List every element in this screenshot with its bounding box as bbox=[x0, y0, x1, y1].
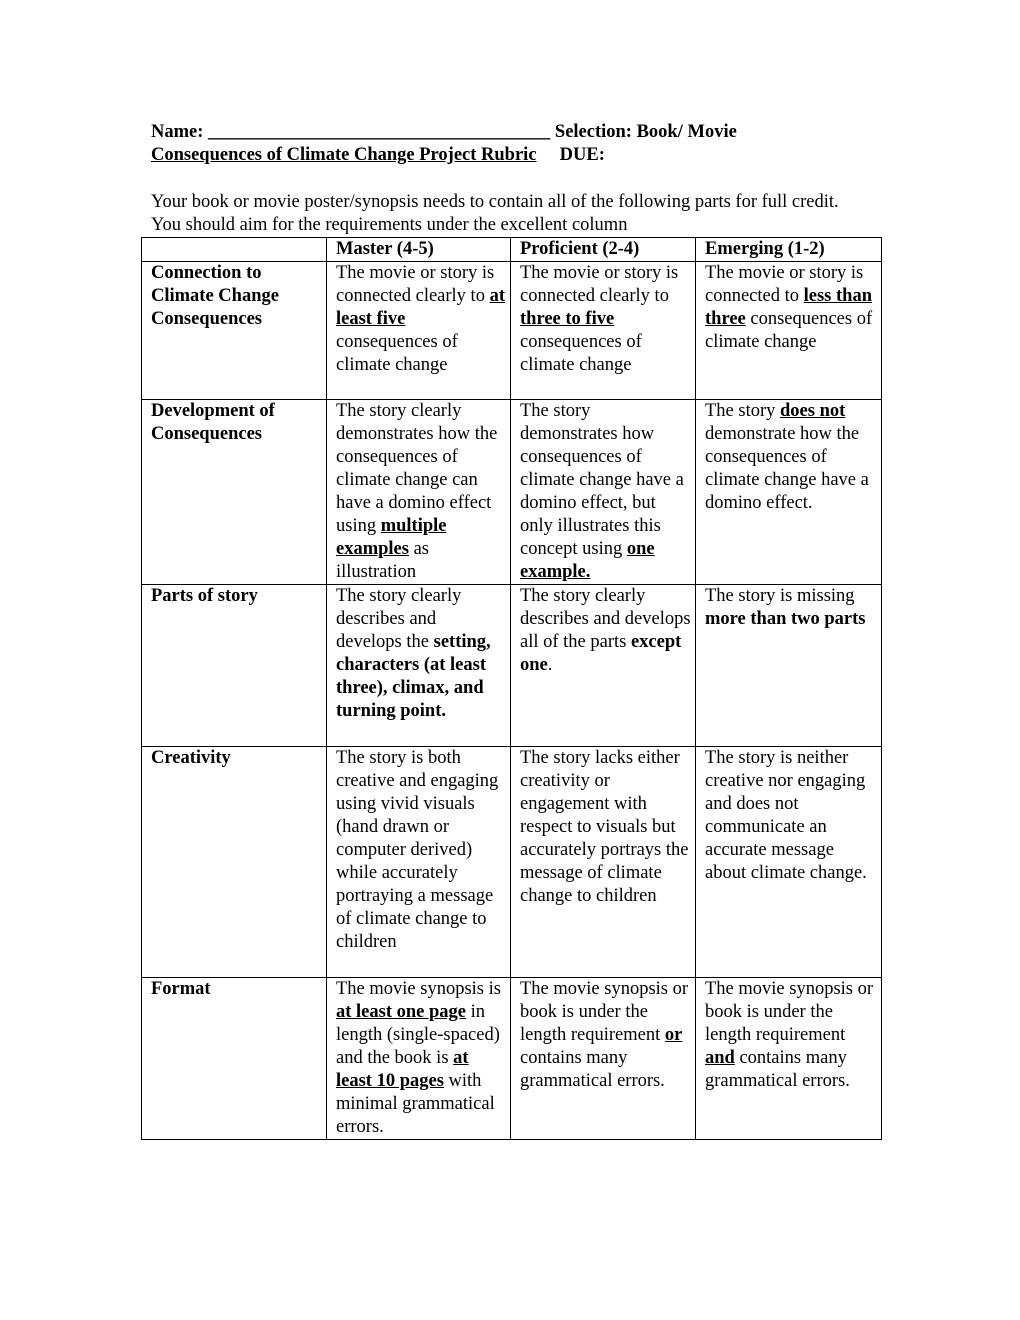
due-label: DUE: bbox=[559, 145, 605, 165]
table-row bbox=[142, 262, 882, 400]
table-row bbox=[142, 978, 882, 1140]
table-row bbox=[142, 585, 882, 747]
cell-text: The movie or story is connected clearly to bbox=[520, 263, 679, 306]
name-label: Name: bbox=[151, 122, 204, 142]
selection-label: Selection: Book/ Movie bbox=[554, 122, 737, 142]
cell-text: more than two parts bbox=[705, 609, 866, 629]
title-line bbox=[151, 144, 605, 167]
cell-text: contains many grammatical errors. bbox=[705, 1048, 850, 1091]
cell-text: The movie synopsis or book is under the length requirement bbox=[705, 979, 874, 1045]
name-line bbox=[151, 121, 737, 144]
rubric-table bbox=[141, 237, 882, 1140]
cell-text: at least 10 pages bbox=[336, 1048, 469, 1091]
cell-text: setting, characters (at least three), climax, and turning point. bbox=[336, 632, 491, 721]
column-header: Emerging (1-2) bbox=[696, 238, 882, 262]
column-header bbox=[142, 238, 327, 262]
cell-text: The movie synopsis or book is under the length requirement bbox=[520, 979, 689, 1045]
cell-text: consequences of climate change bbox=[336, 332, 458, 375]
cell-text: The story is both creative and engaging using vivid visuals (hand drawn or computer derived) while accurately portraying a message of climate change to children bbox=[336, 748, 499, 952]
name-blank: _____________________________________ bbox=[208, 122, 551, 142]
cell-text: . bbox=[547, 655, 553, 675]
cell-text: consequences of climate change bbox=[705, 309, 873, 352]
cell-text: three to five bbox=[520, 309, 615, 329]
cell-text: The story clearly describes and develops the bbox=[336, 586, 462, 652]
cell-text: in length (single-spaced) and the book is bbox=[336, 1002, 500, 1068]
rubric-cell bbox=[327, 262, 511, 400]
table-header-row bbox=[142, 238, 882, 262]
criterion-cell: Development of Consequences bbox=[142, 400, 327, 585]
rubric-cell bbox=[696, 747, 882, 978]
cell-text: The story clearly describes and develops all of the parts bbox=[520, 586, 691, 652]
table-row bbox=[142, 400, 882, 585]
rubric-cell bbox=[511, 747, 696, 978]
rubric-cell bbox=[696, 400, 882, 585]
intro-paragraph: Your book or movie poster/synopsis needs to contain all of the following parts for full credit. You should aim for the requirements under the excellent column bbox=[151, 192, 839, 235]
criterion-cell: Format bbox=[142, 978, 327, 1140]
cell-text: The movie or story is connected to bbox=[705, 263, 864, 306]
column-header: Proficient (2-4) bbox=[511, 238, 696, 262]
criterion-cell: Parts of story bbox=[142, 585, 327, 747]
criterion-cell: Creativity bbox=[142, 747, 327, 978]
cell-text: does not bbox=[780, 401, 846, 421]
cell-text: and bbox=[705, 1048, 735, 1068]
rubric-cell bbox=[696, 585, 882, 747]
cell-text: The story bbox=[705, 401, 781, 421]
rubric-cell bbox=[327, 978, 511, 1140]
cell-text: at least one page bbox=[336, 1002, 466, 1022]
cell-text: at least five bbox=[336, 286, 505, 329]
rubric-cell bbox=[511, 400, 696, 585]
cell-text: The movie or story is connected clearly to bbox=[336, 263, 495, 306]
cell-text: with minimal grammatical errors. bbox=[336, 1071, 495, 1137]
cell-text: The movie synopsis is bbox=[336, 979, 501, 999]
rubric-cell bbox=[511, 978, 696, 1140]
cell-text: multiple examples bbox=[336, 516, 447, 559]
cell-text: as illustration bbox=[336, 539, 430, 582]
cell-text: The story is neither creative nor engaging and does not communicate an accurate message about climate change. bbox=[705, 748, 867, 883]
cell-text: one example. bbox=[520, 539, 655, 582]
cell-text: The story clearly demonstrates how the consequences of climate change can have a domino effect using bbox=[336, 401, 498, 536]
rubric-cell bbox=[327, 747, 511, 978]
rubric-cell bbox=[696, 978, 882, 1140]
cell-text: contains many grammatical errors. bbox=[520, 1048, 665, 1091]
rubric-title: Consequences of Climate Change Project Rubric bbox=[151, 145, 537, 165]
table-row bbox=[142, 747, 882, 978]
cell-text: The story demonstrates how consequences of climate change have a domino effect, but only illustrates this concept using bbox=[520, 401, 684, 559]
cell-text: consequences of climate change bbox=[520, 332, 642, 375]
cell-text: The story is missing bbox=[705, 586, 855, 606]
column-header: Master (4-5) bbox=[327, 238, 511, 262]
rubric-cell bbox=[327, 400, 511, 585]
rubric-cell bbox=[327, 585, 511, 747]
cell-text: or bbox=[664, 1025, 683, 1045]
cell-text: except one bbox=[520, 632, 682, 675]
rubric-cell bbox=[696, 262, 882, 400]
criterion-cell: Connection to Climate Change Consequences bbox=[142, 262, 327, 400]
rubric-cell bbox=[511, 262, 696, 400]
cell-text: less than three bbox=[705, 286, 872, 329]
cell-text: demonstrate how the consequences of climate change have a domino effect. bbox=[705, 424, 869, 513]
rubric-cell bbox=[511, 585, 696, 747]
cell-text: The story lacks either creativity or engagement with respect to visuals but accurately portrays the message of climate change to children bbox=[520, 748, 689, 906]
